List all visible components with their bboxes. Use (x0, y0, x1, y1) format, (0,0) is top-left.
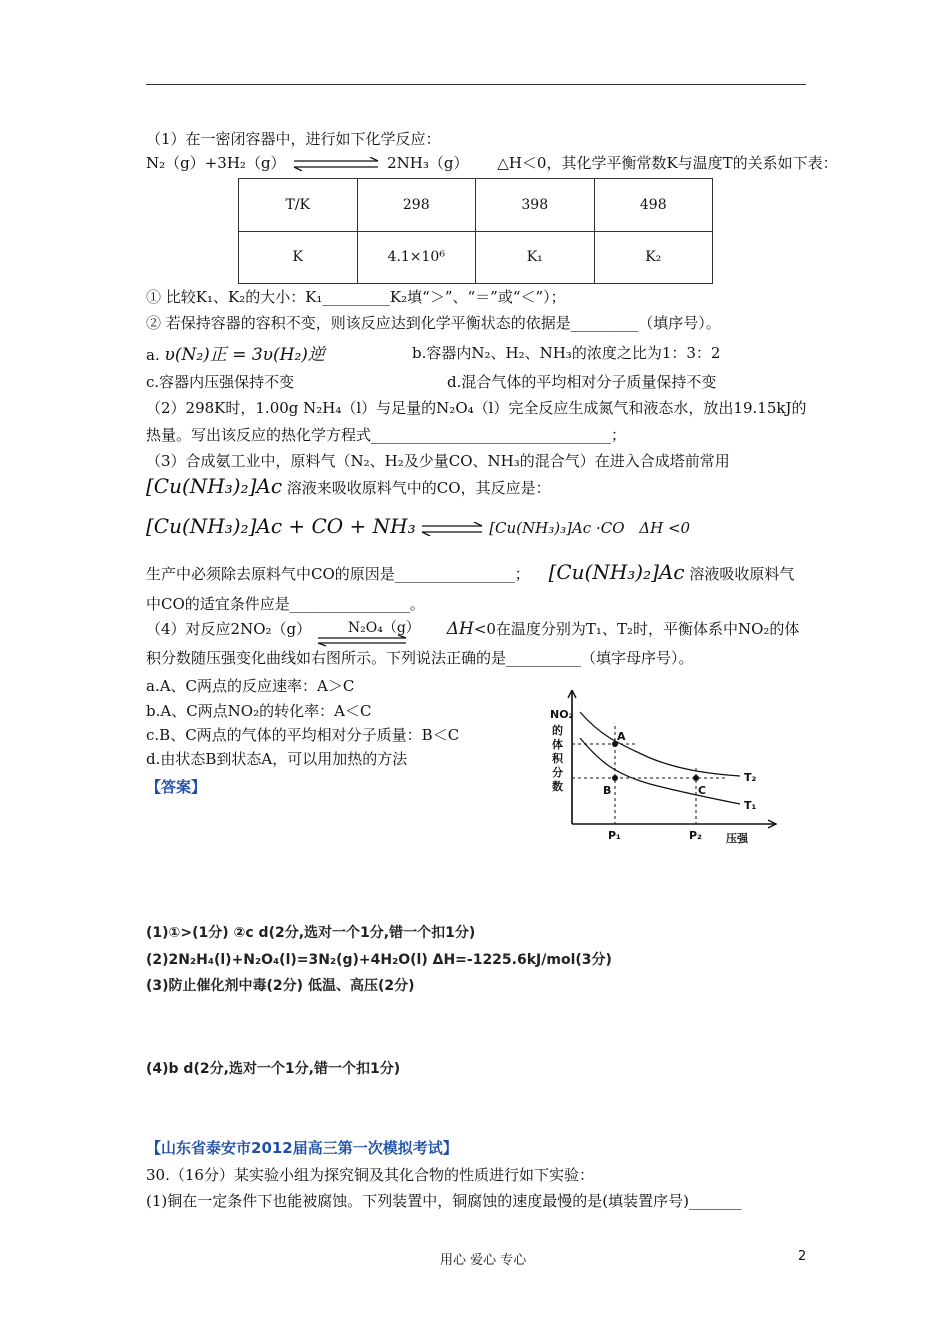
table-cell: K₂ (594, 231, 713, 284)
q1-eq-tail: △H＜0，其化学平衡常数K与温度T的关系如下表： (497, 154, 838, 172)
q2-line1: （2）298K时，1.00g N₂H₄（l）与足量的N₂O₄（l）完全反应生成氮气和液态水，放出19.15kJ的 (146, 399, 807, 417)
q3-line4-pre: 生产中必须除去原料气中CO的原因是________________； (146, 565, 530, 583)
page-number: 2 (798, 1249, 807, 1264)
table-cell: 298 (357, 179, 476, 232)
q4-option-b: b.A、C两点NO₂的转化率：A＜C (146, 702, 372, 720)
k-vs-t-table (238, 178, 713, 284)
q30-line2: (1)铜在一定条件下也能被腐蚀。下列装置中，铜腐蚀的速度最慢的是(填装置序号)_______ (146, 1192, 742, 1210)
q1-intro: （1）在一密闭容器中，进行如下化学反应： (146, 130, 441, 148)
q3-eq-right: [Cu(NH₃)₃]Ac ·CO (489, 519, 625, 537)
q4-line1 (146, 618, 799, 639)
table-cell: K₁ (476, 231, 595, 284)
footer-text: 用心 爱心 专心 (440, 1253, 527, 1268)
table-cell: 398 (476, 179, 595, 232)
answer-label: 【答案】 (146, 778, 207, 796)
q3-line2-tail: 溶液来吸收原料气中的CO，其反应是： (286, 479, 551, 497)
option-a-prefix: a. (146, 346, 160, 364)
q1-sub1: ① 比较K₁、K₂的大小：K₁_________K₂填“＞”、“＝”或“＜”）； (146, 288, 566, 306)
q1-option-c: c.容器内压强保持不变 (146, 373, 295, 391)
answer-line-1: (1)①>(1分) ②c d(2分,选对一个1分,错一个扣1分) (146, 925, 476, 941)
q3-line5: 中CO的适宜条件应是________________。 (146, 595, 425, 613)
point-c-marker (693, 775, 699, 781)
point-c-label: C (698, 784, 707, 797)
table-cell: T/K (239, 179, 358, 232)
ylabel-line: 的 (552, 724, 563, 737)
q3-line1: （3）合成氨工业中，原料气（N₂、H₂及少量CO、NH₃的混合气）在进入合成塔前常用 (146, 452, 730, 470)
answer-line-2: (2)2N₂H₄(l)+N₂O₄(l)=3N₂(g)+4H₂O(l) ΔH=-1225.6kJ/mol(3分) (146, 952, 612, 968)
no2-volume-fraction-graph (540, 690, 780, 850)
ylabel-line: 数 (552, 780, 563, 793)
option-a-formula: υ(N₂)正 = 3υ(H₂)逆 (164, 345, 325, 365)
curve-t1-label: T₁ (744, 799, 757, 812)
q4-line2: 积分数随压强变化曲线如右图所示。下列说法正确的是__________（填字母序号）。 (146, 649, 694, 667)
q4-dh: ΔH (446, 619, 474, 639)
q4-line1-tail: <0在温度分别为T₁、T₂时，平衡体系中NO₂的体 (473, 620, 800, 638)
table-row (239, 179, 713, 232)
q1-option-a (146, 340, 325, 365)
y-axis-label (550, 708, 574, 793)
q4-product: N₂O₄（g） (347, 620, 420, 636)
copper-complex: [Cu(NH₃)₂]Ac (548, 560, 685, 584)
q1-eq-left: N₂（g）+3H₂（g） (146, 154, 286, 172)
q4-option-c: c.B、C两点的气体的平均相对分子质量：B＜C (146, 726, 460, 744)
section-title: 【山东省泰安市2012届高三第一次模拟考试】 (146, 1139, 458, 1157)
ylabel-line: 积 (552, 752, 563, 765)
q4-option-a: a.A、C两点的反应速率：A＞C (146, 677, 355, 695)
q3-equation (146, 514, 690, 538)
ylabel-line: 体 (552, 738, 563, 751)
ylabel-line: NO₂ (550, 708, 574, 721)
table-row (239, 231, 713, 284)
ylabel-line: 分 (552, 766, 563, 779)
q2-line2: 热量。写出该反应的热化学方程式________________________________； (146, 426, 627, 444)
q1-equation (146, 152, 838, 173)
point-b-marker (612, 775, 618, 781)
equilibrium-arrow-icon (316, 635, 408, 647)
answer-line-3: (3)防止催化剂中毒(2分) 低温、高压(2分) (146, 978, 415, 994)
tick-p2: P₂ (689, 829, 702, 842)
q30-line1: 30.（16分）某实验小组为探究铜及其化合物的性质进行如下实验： (146, 1166, 594, 1184)
copper-complex: [Cu(NH₃)₂]Ac (146, 474, 283, 498)
q1-option-d: d.混合气体的平均相对分子质量保持不变 (447, 373, 717, 391)
table-cell: 4.1×10⁶ (357, 231, 476, 284)
equilibrium-arrow-icon (290, 157, 382, 171)
table-cell: 498 (594, 179, 713, 232)
equilibrium-arrow-icon (420, 522, 484, 536)
q1-option-b: b.容器内N₂、H₂、NH₃的浓度之比为1：3：2 (412, 344, 721, 362)
q4-line1-pre: （4）对反应2NO₂（g） (146, 620, 312, 638)
q1-sub2: ② 若保持容器的容积不变，则该反应达到化学平衡状态的依据是_________（填序号）。 (146, 314, 721, 332)
header-rule (146, 84, 806, 85)
q3-line2 (146, 474, 551, 498)
q3-eq-dh: ΔH <0 (639, 519, 691, 537)
answer-line-4: (4)b d(2分,选对一个1分,错一个扣1分) (146, 1061, 401, 1077)
point-a-label: A (617, 730, 626, 743)
curve-t2-label: T₂ (744, 771, 757, 784)
point-b-label: B (603, 784, 612, 797)
q4-arrow-wrap (316, 620, 420, 639)
table-cell: K (239, 231, 358, 284)
x-axis-label: 压强 (726, 832, 748, 845)
q1-eq-right: 2NH₃（g） (387, 154, 469, 172)
tick-p1: P₁ (608, 829, 621, 842)
q3-eq-left: [Cu(NH₃)₂]Ac + CO + NH₃ (146, 514, 416, 538)
q4-option-d: d.由状态B到状态A，可以用加热的方法 (146, 750, 408, 768)
q3-line4-tail: 溶液吸收原料气 (689, 565, 795, 583)
q3-line4 (146, 560, 794, 584)
